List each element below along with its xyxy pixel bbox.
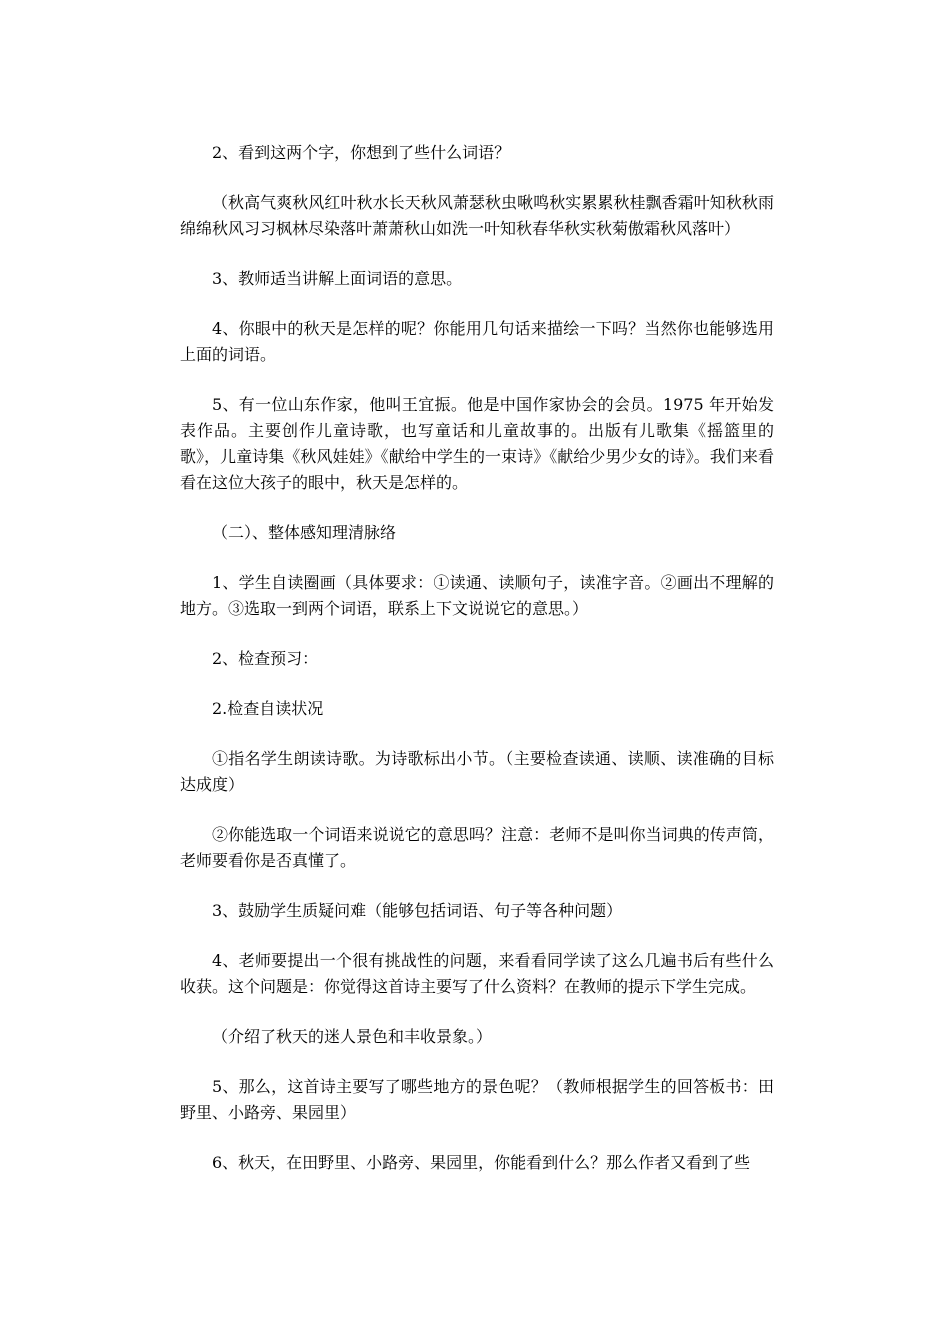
paragraph-autumn-words: （秋高气爽秋风红叶秋水长天秋风萧瑟秋虫啾鸣秋实累累秋桂飘香霜叶知秋秋雨绵绵秋风习习枫林尽染落叶萧萧秋山如洗一叶知秋春华秋实秋菊傲霜秋风落叶） — [180, 193, 774, 238]
paragraph-author-intro: 5、有一位山东作家，他叫王宜振。他是中国作家协会的会员。1975 年开始发表作品。主要创作儿童诗歌，也写童话和儿童故事的。出版有儿歌集《摇篮里的歌》，儿童诗集《秋风娃娃》《献给中学生的一束诗》《献给少男少女的诗》。我们来看看在这位大孩子的眼中，秋天是怎样的。 — [180, 395, 774, 492]
document-body — [180, 140, 774, 1200]
section-heading: （二）、整体感知理清脉络 — [212, 523, 397, 542]
paragraph-read-aloud: ①指名学生朗读诗歌。为诗歌标出小节。（主要检查读通、读顺、读准确的目标达成度） — [180, 749, 774, 794]
paragraph-what-seen: 6、秋天，在田野里、小路旁、果园里，你能看到什么？那么作者又看到了些 — [212, 1153, 751, 1172]
paragraph-places: 5、那么，这首诗主要写了哪些地方的景色呢？（教师根据学生的回答板书：田野里、小路旁、果园里） — [180, 1077, 774, 1122]
paragraph-challenge-question: 4、老师要提出一个很有挑战性的问题，来看看同学读了这么几遍书后有些什么收获。这个问题是：你觉得这首诗主要写了什么资料？在教师的提示下学生完成。 — [180, 951, 774, 996]
paragraph-word-meaning: ②你能选取一个词语来说说它的意思吗？注意：老师不是叫你当词典的传声筒，老师要看你是否真懂了。 — [180, 825, 774, 870]
paragraph-check-preview: 2、检查预习： — [212, 649, 319, 668]
paragraph-question-2: 2、看到这两个字，你想到了些什么词语？ — [212, 143, 511, 162]
paragraph-answer: （介绍了秋天的迷人景色和丰收景象。） — [212, 1027, 493, 1046]
paragraph-check-reading: 2.检查自读状况 — [212, 699, 324, 718]
paragraph-raise-questions: 3、鼓励学生质疑问难（能够包括词语、句子等各种问题） — [212, 901, 623, 920]
paragraph-describe-autumn: 4、你眼中的秋天是怎样的呢？你能用几句话来描绘一下吗？当然你也能够选用上面的词语。 — [180, 319, 774, 364]
paragraph-explain-words: 3、教师适当讲解上面词语的意思。 — [212, 269, 463, 288]
paragraph-self-reading: 1、学生自读圈画（具体要求：①读通、读顺句子，读准字音。②画出不理解的地方。③选取一到两个词语，联系上下文说说它的意思。） — [180, 573, 774, 618]
